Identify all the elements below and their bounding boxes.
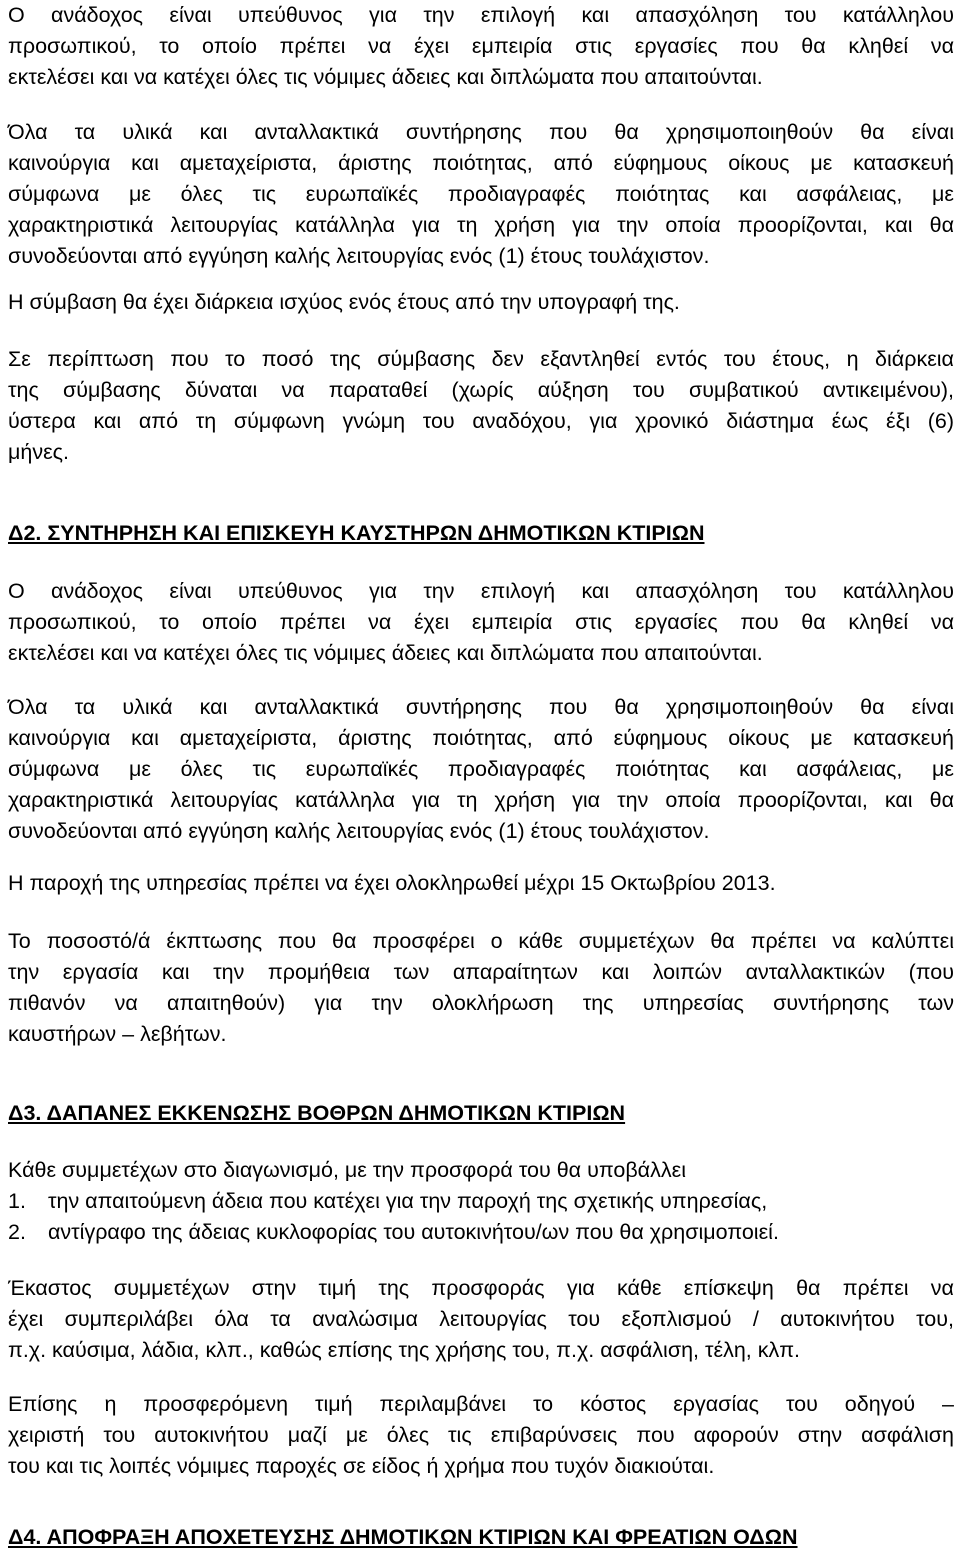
text-line: προσωπικού, το οποίο πρέπει να έχει εμπειρία στις εργασίες που θα κληθεί να (8, 610, 954, 634)
text-line: εκτελέσει και να κατέχει όλες τις νόμιμες άδειες και διπλώματα που απαιτούνται. (8, 65, 763, 89)
d3-intro (8, 1155, 954, 1186)
section-heading (8, 1522, 954, 1553)
text-line: προσωπικού, το οποίο πρέπει να έχει εμπειρία στις εργασίες που θα κληθεί να (8, 34, 954, 58)
d3-paragraph-3 (8, 1389, 954, 1482)
text-line: Κάθε συμμετέχων στο διαγωνισμό, με την προσφορά του θα υποβάλλει (8, 1158, 686, 1182)
text-line: πιθανόν να απαιτηθούν) για την ολοκλήρωση της υπηρεσίας συντήρησης των (8, 991, 954, 1015)
text-line: Το ποσοστό/ά έκπτωσης που θα προσφέρει ο κάθε συμμετέχων θα πρέπει να καλύπτει (8, 929, 954, 953)
section-heading (8, 1098, 954, 1129)
text-line: Όλα τα υλικά και ανταλλακτικά συντήρησης που θα χρησιμοποιηθούν θα είναι (8, 120, 954, 144)
text-line: έχει συμπεριλάβει όλα τα αναλώσιμα λειτουργίας του εξοπλισμού / αυτοκινήτου του, (8, 1307, 954, 1331)
text-line: π.χ. καύσιμα, λάδια, κλπ., καθώς επίσης της χρήσης του, π.χ. ασφάλιση, τέλη, κλπ. (8, 1338, 801, 1362)
d3-paragraph-2 (8, 1273, 954, 1366)
text-line: ύστερα και από τη σύμφωνη γνώμη του αναδόχου, για χρονικό διάστημα έως έξι (6) (8, 409, 954, 433)
list-item-number: 2. (8, 1220, 26, 1244)
list-item-number: 1. (8, 1189, 26, 1213)
section-heading-text: Δ2. ΣΥΝΤΗΡΗΣΗ ΚΑΙ ΕΠΙΣΚΕΥΗ ΚΑΥΣΤΗΡΩΝ ΔΗΜΟΤΙΚΩΝ ΚΤΙΡΙΩΝ (8, 521, 705, 545)
d2-paragraph-3 (8, 868, 954, 899)
text-line: Έκαστος συμμετέχων στην τιμή της προσφοράς για κάθε επίσκεψη θα πρέπει να (8, 1276, 954, 1300)
text-line: Ο ανάδοχος είναι υπεύθυνος για την επιλογή και απασχόληση του κατάλληλου (8, 3, 954, 27)
text-line: του και τις λοιπές νόμιμες παροχές σε είδος ή χρήμα που τυχόν διακιούται. (8, 1454, 715, 1478)
list-item (8, 1217, 954, 1248)
text-line: σύμφωνα με όλες τις ευρωπαϊκές προδιαγραφές ποιότητας και ασφάλειας, με (8, 182, 954, 206)
list-item-text: την απαιτούμενη άδεια που κατέχει για την παροχή της σχετικής υπηρεσίας, (48, 1189, 768, 1213)
text-line: Η παροχή της υπηρεσίας πρέπει να έχει ολοκληρωθεί μέχρι 15 Οκτωβρίου 2013. (8, 871, 776, 895)
d2-paragraph-2 (8, 692, 954, 847)
text-line: καινούργια και αμεταχείριστα, άριστης ποιότητας, από εύφημους οίκους με κατασκευή (8, 151, 954, 175)
text-line: μήνες. (8, 440, 70, 464)
intro-paragraph-4 (8, 344, 954, 468)
section-heading-text: Δ4. ΑΠΟΦΡΑΞΗ ΑΠΟΧΕΤΕΥΣΗΣ ΔΗΜΟΤΙΚΩΝ ΚΤΙΡΙΩΝ ΚΑΙ ΦΡΕΑΤΙΩΝ ΟΔΩΝ (8, 1525, 798, 1549)
d2-paragraph-4 (8, 926, 954, 1050)
text-line: Η σύμβαση θα έχει διάρκεια ισχύος ενός έτους από την υπογραφή της. (8, 290, 680, 314)
text-line: καινούργια και αμεταχείριστα, άριστης ποιότητας, από εύφημους οίκους με κατασκευή (8, 726, 954, 750)
section-heading-text: Δ3. ΔΑΠΑΝΕΣ ΕΚΚΕΝΩΣΗΣ ΒΟΘΡΩΝ ΔΗΜΟΤΙΚΩΝ ΚΤΙΡΙΩΝ (8, 1101, 626, 1125)
text-line: της σύμβασης δύναται να παραταθεί (χωρίς αύξηση του συμβατικού αντικειμένου), (8, 378, 954, 402)
text-line: εκτελέσει και να κατέχει όλες τις νόμιμες άδειες και διπλώματα που απαιτούνται. (8, 641, 763, 665)
text-line: συνοδεύονται από εγγύηση καλής λειτουργίας ενός (1) έτους τουλάχιστον. (8, 244, 710, 268)
d3-requirements-list (8, 1186, 954, 1248)
text-line: σύμφωνα με όλες τις ευρωπαϊκές προδιαγραφές ποιότητας και ασφάλειας, με (8, 757, 954, 781)
intro-paragraph-2 (8, 117, 954, 272)
section-heading (8, 518, 954, 549)
list-item (8, 1186, 954, 1217)
intro-paragraph-3 (8, 287, 954, 318)
text-line: Επίσης η προσφερόμενη τιμή περιλαμβάνει το κόστος εργασίας του οδηγού – (8, 1392, 954, 1416)
text-line: Ο ανάδοχος είναι υπεύθυνος για την επιλογή και απασχόληση του κατάλληλου (8, 579, 954, 603)
text-line: Όλα τα υλικά και ανταλλακτικά συντήρησης που θα χρησιμοποιηθούν θα είναι (8, 695, 954, 719)
text-line: την εργασία και την προμήθεια των απαραίτητων και λοιπών ανταλλακτικών (που (8, 960, 954, 984)
d2-paragraph-1 (8, 576, 954, 669)
text-line: χαρακτηριστικά λειτουργίας κατάλληλα για τη χρήση για την οποία προορίζονται, και θα (8, 788, 954, 812)
text-line: καυστήρων – λεβήτων. (8, 1022, 227, 1046)
list-item-text: αντίγραφο της άδειας κυκλοφορίας του αυτοκινήτου/ων που θα χρησιμοποιεί. (48, 1220, 779, 1244)
text-line: χειριστή του αυτοκινήτου μαζί με όλες τις επιβαρύνσεις που αφορούν στην ασφάλιση (8, 1423, 954, 1447)
intro-paragraph-1 (8, 0, 954, 93)
text-line: συνοδεύονται από εγγύηση καλής λειτουργίας ενός (1) έτους τουλάχιστον. (8, 819, 710, 843)
text-line: Σε περίπτωση που το ποσό της σύμβασης δεν εξαντληθεί εντός του έτους, η διάρκεια (8, 347, 954, 371)
text-line: χαρακτηριστικά λειτουργίας κατάλληλα για τη χρήση για την οποία προορίζονται, και θα (8, 213, 954, 237)
